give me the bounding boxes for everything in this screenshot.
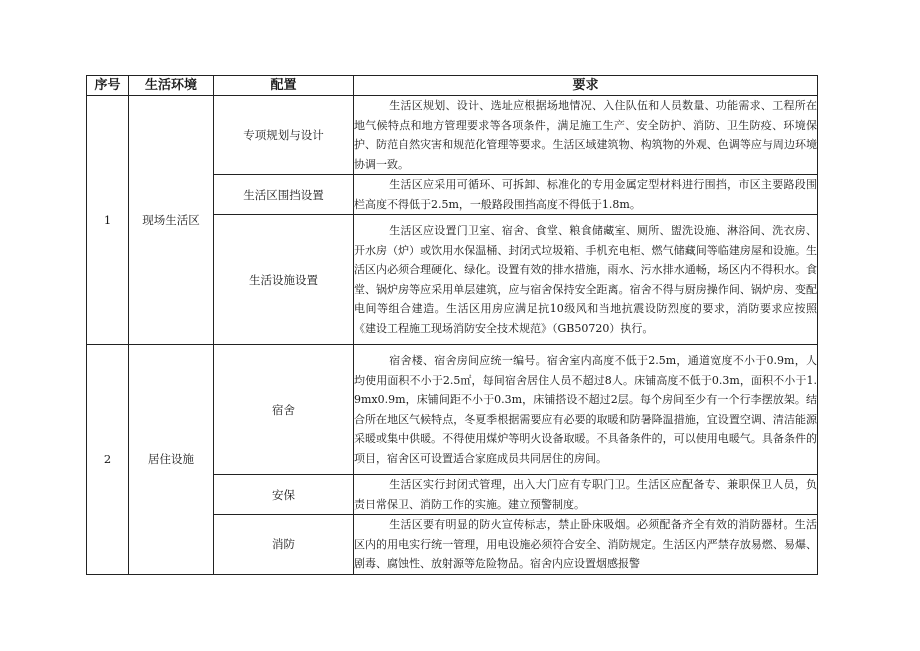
requirement-cell: 生活区实行封闭式管理，出入大门应有专职门卫。生活区应配备专、兼职保卫人员，负责日常保卫、消防工作的实施。建立预警制度。 (354, 475, 818, 515)
config-cell: 专项规划与设计 (214, 96, 354, 175)
group-no: 1 (87, 96, 129, 345)
header-requirement: 要求 (354, 76, 818, 96)
requirements-table (86, 75, 818, 575)
requirement-cell: 生活区要有明显的防火宣传标志，禁止卧床吸烟。必须配备齐全有效的消防器材。生活区内的用电实行统一管理，用电设施必须符合安全、消防规定。生活区内严禁存放易燃、易爆、剧毒、腐蚀性、放射源等危险物品。宿舍内应设置烟感报警 (354, 515, 818, 575)
requirement-cell: 生活区规划、设计、选址应根据场地情况、入住队伍和人员数量、功能需求、工程所在地气候特点和地方管理要求等各项条件，满足施工生产、安全防护、消防、卫生防疫、环境保护、防范自然灾害和规范化管理等要求。生活区域建筑物、构筑物的外观、色调等应与周边环境协调一致。 (354, 96, 818, 175)
header-row (87, 76, 818, 96)
config-cell: 宿舍 (214, 345, 354, 475)
requirement-cell: 宿舍楼、宿舍房间应统一编号。宿舍室内高度不低于2.5m，通道宽度不小于0.9m，人均使用面积不小于2.5㎡，每间宿舍居住人员不超过8人。床铺高度不低于0.3m，面积不小于1.9mx0.9m，床铺间距不小于0.3m，床铺搭设不超过2层。每个房间至少有一个行李摆放架。结合所在地区气候特点，冬夏季根据需要应有必要的取暖和防暑降温措施，宜设置空调、清洁能源采暖或集中供暖。不得使用煤炉等明火设备取暖。不具备条件的，可以使用电暖气。具备条件的项目，宿舍区可设置适合家庭成员共同居住的房间。 (354, 345, 818, 475)
config-cell: 生活区围挡设置 (214, 175, 354, 215)
table-row (87, 345, 818, 475)
requirement-cell: 生活区应采用可循环、可拆卸、标准化的专用金属定型材料进行围挡，市区主要路段围栏高度不得低于2.5m，一般路段围挡高度不得低于1.8m。 (354, 175, 818, 215)
header-config: 配置 (214, 76, 354, 96)
config-cell: 安保 (214, 475, 354, 515)
group-no: 2 (87, 345, 129, 575)
config-cell: 生活设施设置 (214, 215, 354, 345)
requirement-cell: 生活区应设置门卫室、宿舍、食堂、粮食储藏室、厕所、盥洗设施、淋浴间、洗衣房、开水房（炉）或饮用水保温桶、封闭式垃圾箱、手机充电柜、燃气储藏间等临建房屋和设施。生活区内必须合理硬化、绿化。设置有效的排水措施，雨水、污水排水通畅，场区内不得积水。食堂、锅炉房等应采用单层建筑，应与宿舍保持安全距离。宿舍不得与厨房操作间、锅炉房、变配电间等组合建造。生活区用房应满足抗10级风和当地抗震设防烈度的要求，消防要求应按照《建设工程施工现场消防安全技术规范》（GB50720）执行。 (354, 215, 818, 345)
header-no: 序号 (87, 76, 129, 96)
config-cell: 消防 (214, 515, 354, 575)
table-row (87, 96, 818, 175)
group-environment: 现场生活区 (129, 96, 214, 345)
group-environment: 居住设施 (129, 345, 214, 575)
header-environment: 生活环境 (129, 76, 214, 96)
